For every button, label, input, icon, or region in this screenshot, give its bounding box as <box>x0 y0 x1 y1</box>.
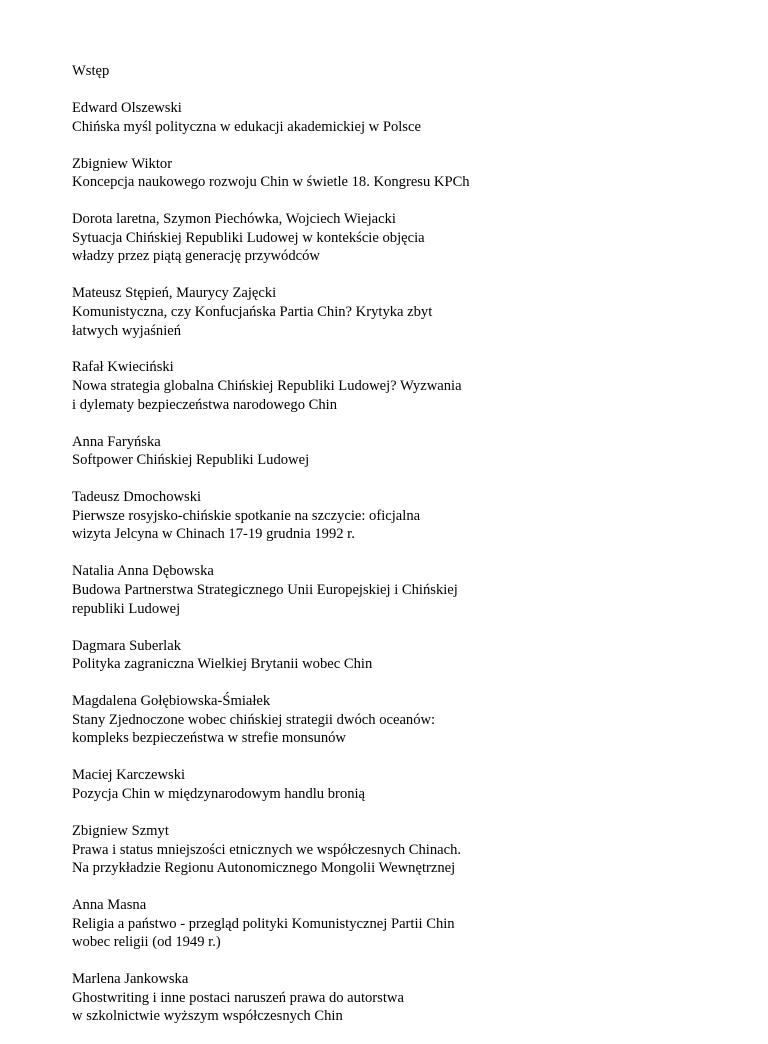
section-heading: Wstęp <box>72 63 110 79</box>
toc-entry <box>72 637 692 674</box>
entry-title-line: Nowa strategia globalna Chińskiej Republiki Ludowej? Wyzwania <box>72 378 462 395</box>
entry-title-line: Religia a państwo - przegląd polityki Komunistycznej Partii Chin <box>72 915 455 932</box>
entry-title-line: Budowa Partnerstwa Strategicznego Unii Europejskiej i Chińskiej <box>72 582 458 598</box>
entry-title-line: Pierwsze rosyjsko-chińskie spotkanie na szczycie: oficjalna <box>72 507 421 524</box>
entry-title-line: wizyta Jelcyna w Chinach 17-19 grudnia 1992 r. <box>72 526 355 543</box>
entry-author: Maciej Karczewski <box>72 767 186 784</box>
entry-title-line: Chińska myśl polityczna w edukacji akademickiej w Polsce <box>72 118 421 135</box>
toc-entry <box>72 488 692 544</box>
entry-author: Edward Olszewski <box>72 99 182 116</box>
toc-entry <box>72 433 692 470</box>
toc-entry <box>72 692 692 748</box>
toc-entry <box>72 284 692 340</box>
toc-entry <box>72 822 692 878</box>
toc-entry <box>72 970 692 1026</box>
entry-title-line: wobec religii (od 1949 r.) <box>72 934 221 951</box>
entry-title-line: Softpower Chińskiej Republiki Ludowej <box>72 452 310 469</box>
entry-author: Zbigniew Szmyt <box>72 822 169 839</box>
entry-author: Tadeusz Dmochowski <box>72 489 202 506</box>
entry-title-line: w szkolnictwie wyższym współczesnych Chin <box>72 1008 343 1025</box>
table-of-contents <box>72 99 692 1026</box>
entry-title-line: Pozycja Chin w międzynarodowym handlu bronią <box>72 785 366 802</box>
entry-author: Marlena Jankowska <box>72 971 189 988</box>
entry-title-line: władzy przez piątą generację przywódców <box>72 248 320 265</box>
entry-title-line: Komunistyczna, czy Konfucjańska Partia Chin? Krytyka zbyt <box>72 303 433 320</box>
entry-author: Rafał Kwieciński <box>72 359 174 376</box>
entry-title-line: Prawa i status mniejszości etnicznych we współczesnych Chinach. <box>72 841 462 858</box>
toc-entry <box>72 358 692 414</box>
entry-author: Mateusz Stępień, Maurycy Zajęcki <box>72 285 277 302</box>
entry-title-line: Stany Zjednoczone wobec chińskiej strategii dwóch oceanów: <box>72 711 436 728</box>
entry-title-line: i dylematy bezpieczeństwa narodowego Chin <box>72 396 338 413</box>
entry-author: Dorota laretna, Szymon Piechówka, Wojciech Wiejacki <box>72 211 396 228</box>
entry-title-line: Na przykładzie Regionu Autonomicznego Mongolii Wewnętrznej <box>72 860 456 877</box>
entry-author: Anna Masna <box>72 897 147 914</box>
entry-author: Dagmara Suberlak <box>72 637 182 654</box>
toc-entry <box>72 766 692 803</box>
entry-title-line: Ghostwriting i inne postaci naruszeń prawa do autorstwa <box>72 989 404 1006</box>
document-page <box>72 62 692 1044</box>
toc-entry <box>72 155 692 192</box>
toc-entry <box>72 896 692 952</box>
entry-author: Anna Faryńska <box>72 433 161 450</box>
entry-title-line: republiki Ludowej <box>72 600 181 617</box>
entry-author: Zbigniew Wiktor <box>72 155 173 172</box>
entry-title-line: łatwych wyjaśnień <box>72 322 182 339</box>
toc-entry <box>72 99 692 136</box>
entry-title-line: Polityka zagraniczna Wielkiej Brytanii wobec Chin <box>72 656 373 673</box>
entry-author: Magdalena Gołębiowska-Śmiałek <box>72 693 271 710</box>
entry-title-line: Koncepcja naukowego rozwoju Chin w świetle 18. Kongresu KPCh <box>72 174 470 191</box>
toc-entry <box>72 210 692 266</box>
entry-title-line: kompleks bezpieczeństwa w strefie monsunów <box>72 730 346 747</box>
entry-author: Natalia Anna Dębowska <box>72 563 214 580</box>
entry-title-line: Sytuacja Chińskiej Republiki Ludowej w kontekście objęcia <box>72 229 425 246</box>
toc-entry <box>72 562 692 618</box>
